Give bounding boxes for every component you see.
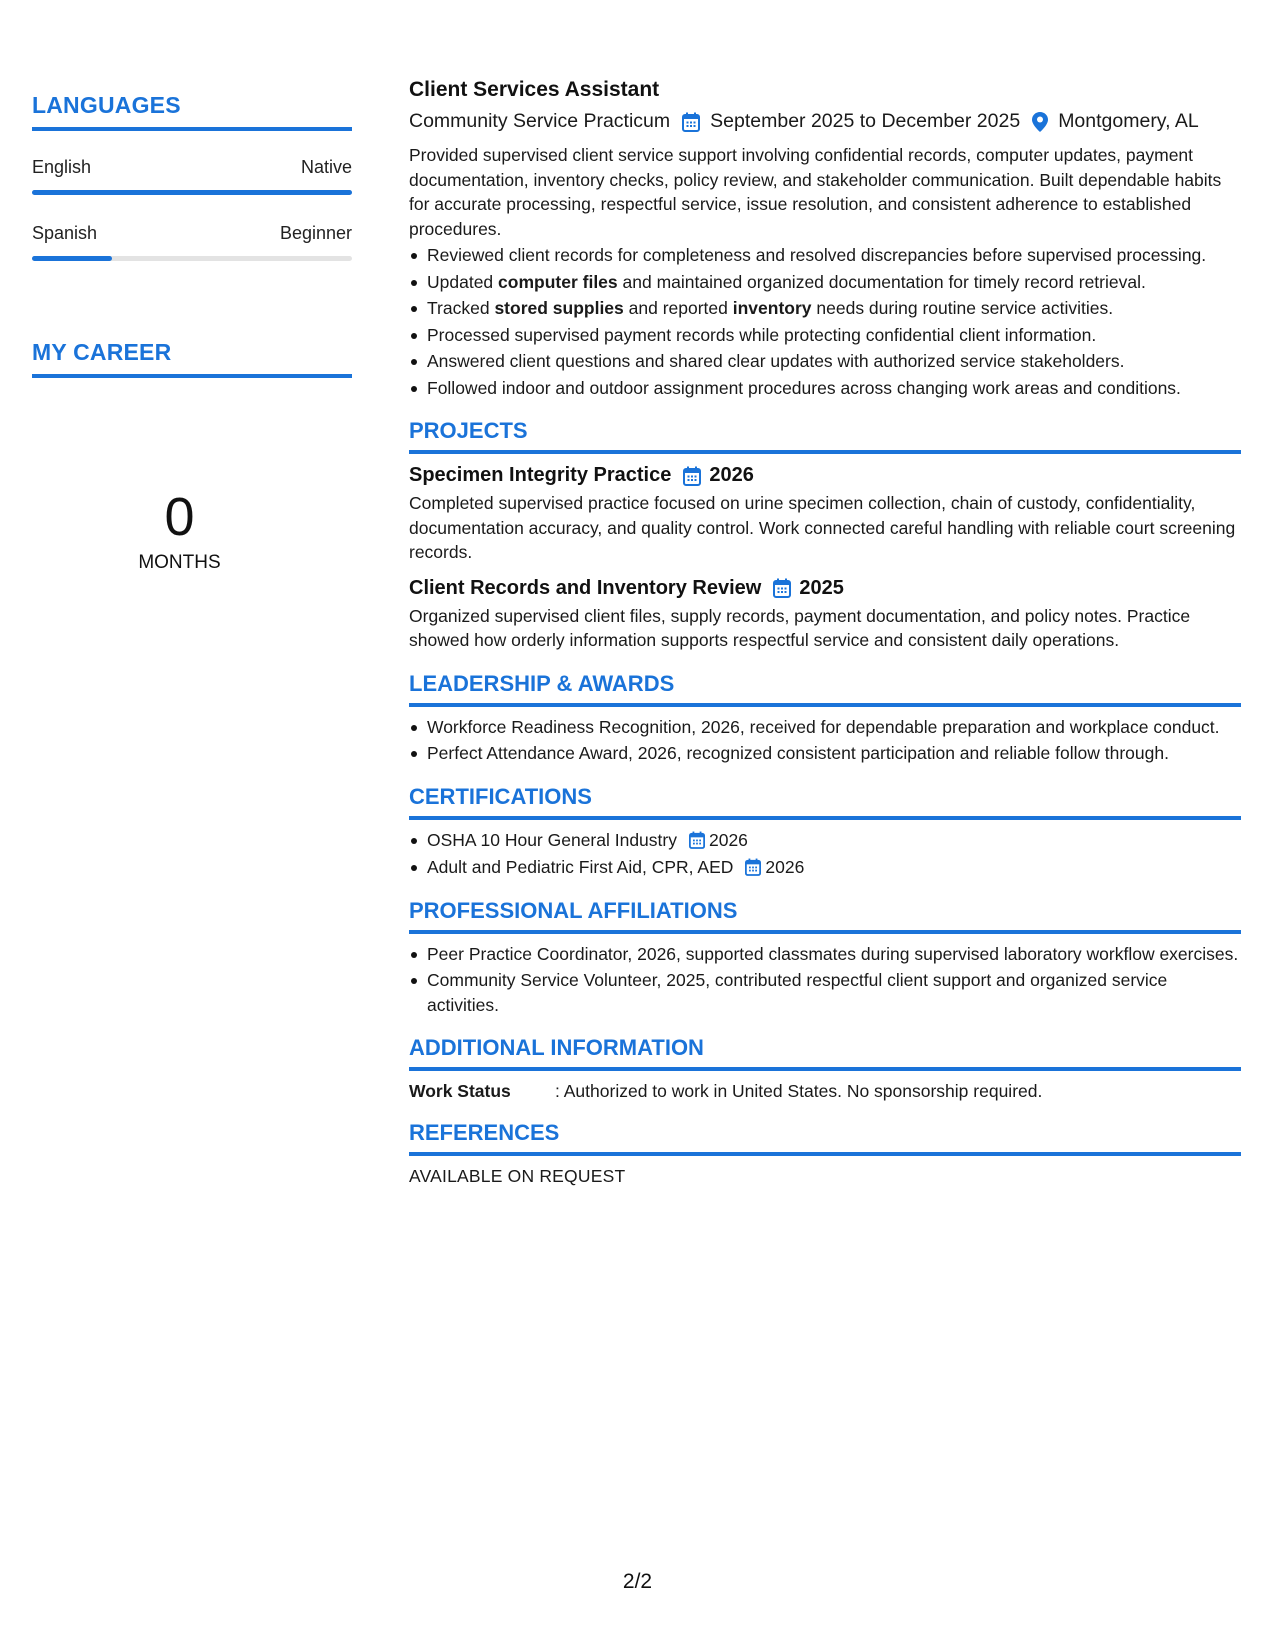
language-name: English: [32, 157, 92, 177]
language-proficiency-bar: [32, 256, 352, 261]
bold-text: computer files: [498, 271, 618, 292]
location-pin-icon: [1032, 112, 1048, 132]
text-run: Followed indoor and outdoor assignment procedures across changing work areas and conditions.: [427, 377, 1181, 398]
certification-name: OSHA 10 Hour General Industry: [427, 829, 677, 850]
leadership-list: [409, 715, 1241, 766]
references-heading: REFERENCES: [409, 1120, 1241, 1156]
project-title: Specimen Integrity Practice: [409, 464, 672, 486]
language-level: Beginner: [279, 223, 352, 243]
certifications-list: [409, 828, 1241, 880]
text-run: Updated: [427, 271, 499, 292]
job-summary: Provided supervised client service support involving confidential records, computer updates, payment documentation, inventory checks, policy review, and stakeholder communication. Built dependable habits for accurate processing, respectful service, issue resolution, and consistent adherence to established procedures.: [409, 145, 1222, 239]
job-bullet: [427, 323, 1241, 348]
text-run: Tracked: [427, 298, 495, 318]
certification-item: [427, 828, 1241, 853]
leadership-item: Perfect Attendance Award, 2026, recognized consistent participation and reliable follow through.: [427, 741, 1241, 766]
projects-heading: PROJECTS: [409, 418, 1241, 454]
certification-item: [427, 855, 1241, 880]
project-description: Organized supervised client files, supply records, payment documentation, and policy notes. Practice showed how orderly information supports respectful service and consistent daily operations.: [409, 605, 1191, 650]
bold-text: stored supplies: [494, 298, 624, 318]
language-level: Native: [300, 157, 352, 177]
projects-section: [409, 418, 1241, 653]
text-run: Processed supervised payment records while protecting confidential client information.: [427, 324, 1097, 345]
text-run: and maintained organized documentation for timely record retrieval.: [617, 271, 1146, 292]
language-item-english: [32, 157, 352, 195]
career-months-unit: MONTHS: [138, 552, 221, 573]
experience-entry: [409, 78, 1241, 400]
language-proficiency-fill: [32, 256, 112, 261]
certification-name: Adult and Pediatric First Aid, CPR, AED: [427, 857, 734, 877]
work-status-row: [409, 1081, 1241, 1102]
leadership-item: Workforce Readiness Recognition, 2026, received for dependable preparation and workplace conduct.: [427, 715, 1241, 740]
leadership-section: [409, 671, 1241, 766]
job-dates: September 2025 to December 2025: [710, 110, 1021, 132]
job-location: Montgomery, AL: [1058, 110, 1199, 132]
additional-heading: ADDITIONAL INFORMATION: [409, 1035, 1241, 1071]
certification-year: 2026: [765, 857, 805, 877]
job-organization: Community Service Practicum: [409, 110, 671, 132]
job-meta: [409, 110, 1241, 133]
additional-section: [409, 1035, 1241, 1102]
job-title: Client Services Assistant: [409, 78, 660, 101]
calendar-icon: [773, 578, 791, 598]
text-run: needs during routine service activities.: [811, 298, 1114, 318]
job-bullets: [409, 243, 1241, 400]
page-number: 2/2: [622, 1570, 653, 1593]
certification-year: 2026: [708, 829, 748, 850]
job-bullet: [427, 296, 1241, 321]
work-status-label: Work Status: [409, 1081, 511, 1101]
project-item: [409, 464, 1241, 565]
certifications-section: [409, 784, 1241, 880]
affiliation-item: Community Service Volunteer, 2025, contributed respectful client support and organized service activities.: [427, 968, 1241, 1017]
project-description: Completed supervised practice focused on urine specimen collection, chain of custody, confidentiality, documentation accuracy, and quality control. Work connected careful handling with reliable court screening records.: [409, 493, 1236, 562]
job-bullet: [427, 376, 1241, 401]
career-section: [32, 339, 352, 378]
project-year: 2025: [799, 576, 844, 599]
text-run: Reviewed client records for completeness and resolved discrepancies before supervised processing.: [427, 245, 1207, 265]
job-bullet: [427, 270, 1241, 295]
text-run: Answered client questions and shared clear updates with authorized service stakeholders.: [427, 351, 1125, 371]
language-item-spanish: [32, 223, 352, 261]
affiliations-section: [409, 898, 1241, 1018]
project-item: [409, 577, 1241, 653]
language-name: Spanish: [32, 223, 98, 243]
language-proficiency-fill: [32, 190, 352, 195]
calendar-icon: [682, 112, 700, 132]
sidebar: [32, 92, 352, 573]
leadership-heading: LEADERSHIP & AWARDS: [409, 671, 1241, 707]
text-run: and reported: [623, 298, 733, 318]
main-column: [409, 78, 1241, 1187]
calendar-icon: [689, 831, 705, 849]
bold-text: inventory: [732, 298, 812, 318]
career-heading: MY CAREER: [32, 339, 352, 378]
calendar-icon: [745, 858, 761, 876]
job-bullet: [427, 349, 1241, 374]
language-proficiency-bar: [32, 190, 352, 195]
project-title: Client Records and Inventory Review: [409, 576, 762, 599]
references-text: AVAILABLE ON REQUEST: [409, 1166, 626, 1186]
calendar-icon: [683, 466, 701, 486]
affiliations-heading: PROFESSIONAL AFFILIATIONS: [409, 898, 1241, 934]
project-year: 2026: [709, 464, 754, 486]
certifications-heading: CERTIFICATIONS: [409, 784, 1241, 820]
affiliation-item: Peer Practice Coordinator, 2026, supported classmates during supervised laboratory workflow exercises.: [427, 942, 1241, 967]
affiliations-list: [409, 942, 1241, 1018]
references-section: [409, 1120, 1241, 1187]
career-months-value: 0: [164, 487, 195, 547]
work-status-value: : Authorized to work in United States. No sponsorship required.: [555, 1081, 1043, 1101]
job-bullet: [427, 243, 1241, 268]
languages-heading: LANGUAGES: [32, 92, 352, 131]
